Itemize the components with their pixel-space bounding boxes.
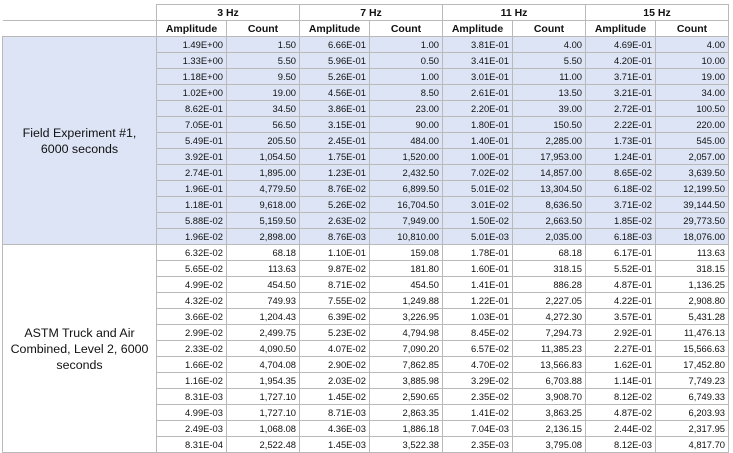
- count-cell: 454.50: [227, 277, 300, 293]
- count-cell: 1.00: [370, 69, 443, 85]
- count-cell: 2,908.80: [656, 293, 729, 309]
- amplitude-cell: 5.01E-03: [443, 229, 513, 245]
- amplitude-cell: 1.03E-01: [443, 309, 513, 325]
- amplitude-cell: 7.05E-01: [157, 117, 227, 133]
- amplitude-cell: 8.65E-02: [586, 165, 656, 181]
- group-label: ASTM Truck and Air Combined, Level 2, 6000 seconds: [3, 245, 157, 453]
- amplitude-cell: 1.40E-01: [443, 133, 513, 149]
- count-cell: 29,773.50: [656, 213, 729, 229]
- frequency-header-11hz: 11 Hz: [443, 5, 586, 21]
- amplitude-cell: 3.66E-02: [157, 309, 227, 325]
- amplitude-cell: 4.20E-01: [586, 53, 656, 69]
- amplitude-cell: 4.56E-01: [300, 85, 370, 101]
- count-cell: 4.00: [656, 37, 729, 53]
- amplitude-header: Amplitude: [443, 21, 513, 37]
- count-cell: 3,795.08: [513, 437, 586, 453]
- frequency-header-3hz: 3 Hz: [157, 5, 300, 21]
- count-cell: 181.80: [370, 261, 443, 277]
- amplitude-cell: 1.96E-02: [157, 229, 227, 245]
- amplitude-cell: 6.18E-03: [586, 229, 656, 245]
- amplitude-cell: 5.49E-01: [157, 133, 227, 149]
- amplitude-cell: 3.01E-02: [443, 197, 513, 213]
- amplitude-cell: 5.01E-02: [443, 181, 513, 197]
- count-cell: 113.63: [227, 261, 300, 277]
- count-cell: 205.50: [227, 133, 300, 149]
- count-cell: 749.93: [227, 293, 300, 309]
- count-cell: 113.63: [656, 245, 729, 261]
- amplitude-cell: 1.45E-03: [300, 437, 370, 453]
- amplitude-cell: 8.12E-03: [586, 437, 656, 453]
- count-cell: 5.50: [513, 53, 586, 69]
- count-cell: 14,857.00: [513, 165, 586, 181]
- amplitude-cell: 3.81E-01: [443, 37, 513, 53]
- amplitude-cell: 2.90E-02: [300, 357, 370, 373]
- count-cell: 2,136.15: [513, 421, 586, 437]
- count-cell: 2,057.00: [656, 149, 729, 165]
- amplitude-cell: 5.52E-01: [586, 261, 656, 277]
- table-body: [3, 37, 729, 453]
- count-cell: 6,899.50: [370, 181, 443, 197]
- count-cell: 2,863.35: [370, 405, 443, 421]
- amplitude-cell: 6.17E-01: [586, 245, 656, 261]
- count-cell: 16,704.50: [370, 197, 443, 213]
- count-cell: 10.00: [656, 53, 729, 69]
- data-table-container: [2, 4, 729, 453]
- frequency-header-15hz: 15 Hz: [586, 5, 729, 21]
- count-cell: 2,227.05: [513, 293, 586, 309]
- amplitude-cell: 6.32E-02: [157, 245, 227, 261]
- subheader-row: [3, 21, 729, 37]
- count-cell: 4,272.30: [513, 309, 586, 325]
- amplitude-cell: 2.61E-01: [443, 85, 513, 101]
- amplitude-cell: 4.99E-03: [157, 405, 227, 421]
- count-cell: 5,159.50: [227, 213, 300, 229]
- count-cell: 2,663.50: [513, 213, 586, 229]
- frequency-header-7hz: 7 Hz: [300, 5, 443, 21]
- amplitude-cell: 7.55E-02: [300, 293, 370, 309]
- count-cell: 5,431.28: [656, 309, 729, 325]
- amplitude-cell: 2.63E-02: [300, 213, 370, 229]
- count-cell: 3,908.70: [513, 389, 586, 405]
- count-cell: 13.50: [513, 85, 586, 101]
- amplitude-cell: 3.01E-01: [443, 69, 513, 85]
- count-cell: 4,779.50: [227, 181, 300, 197]
- amplitude-cell: 1.18E+00: [157, 69, 227, 85]
- amplitude-cell: 8.71E-02: [300, 277, 370, 293]
- count-header: Count: [513, 21, 586, 37]
- amplitude-cell: 8.76E-02: [300, 181, 370, 197]
- count-cell: 17,953.00: [513, 149, 586, 165]
- amplitude-cell: 2.27E-01: [586, 341, 656, 357]
- amplitude-cell: 4.07E-02: [300, 341, 370, 357]
- count-header: Count: [227, 21, 300, 37]
- amplitude-cell: 2.99E-02: [157, 325, 227, 341]
- amplitude-cell: 8.71E-03: [300, 405, 370, 421]
- table-row: [3, 37, 729, 53]
- amplitude-cell: 5.23E-02: [300, 325, 370, 341]
- frequency-header-row: [3, 5, 729, 21]
- amplitude-cell: 1.41E-02: [443, 405, 513, 421]
- amplitude-cell: 3.86E-01: [300, 101, 370, 117]
- count-cell: 1,954.35: [227, 373, 300, 389]
- count-cell: 9,618.00: [227, 197, 300, 213]
- amplitude-cell: 4.32E-02: [157, 293, 227, 309]
- amplitude-cell: 6.57E-02: [443, 341, 513, 357]
- amplitude-cell: 2.72E-01: [586, 101, 656, 117]
- amplitude-cell: 4.36E-03: [300, 421, 370, 437]
- amplitude-cell: 1.78E-01: [443, 245, 513, 261]
- amplitude-cell: 2.35E-02: [443, 389, 513, 405]
- count-cell: 318.15: [513, 261, 586, 277]
- count-cell: 2,522.48: [227, 437, 300, 453]
- amplitude-cell: 1.62E-01: [586, 357, 656, 373]
- amplitude-cell: 2.03E-02: [300, 373, 370, 389]
- amplitude-cell: 3.71E-02: [586, 197, 656, 213]
- amplitude-cell: 8.31E-04: [157, 437, 227, 453]
- count-cell: 3,639.50: [656, 165, 729, 181]
- vibration-amplitude-count-table: [2, 4, 729, 453]
- count-cell: 2,035.00: [513, 229, 586, 245]
- amplitude-cell: 6.39E-02: [300, 309, 370, 325]
- amplitude-cell: 5.26E-01: [300, 69, 370, 85]
- amplitude-cell: 1.50E-02: [443, 213, 513, 229]
- count-cell: 2,499.75: [227, 325, 300, 341]
- count-cell: 1,204.43: [227, 309, 300, 325]
- amplitude-cell: 9.87E-02: [300, 261, 370, 277]
- amplitude-header: Amplitude: [300, 21, 370, 37]
- amplitude-cell: 8.76E-03: [300, 229, 370, 245]
- amplitude-cell: 5.88E-02: [157, 213, 227, 229]
- amplitude-cell: 1.73E-01: [586, 133, 656, 149]
- count-cell: 1,895.00: [227, 165, 300, 181]
- count-cell: 3,863.25: [513, 405, 586, 421]
- count-cell: 34.50: [227, 101, 300, 117]
- count-cell: 7,090.20: [370, 341, 443, 357]
- amplitude-cell: 2.92E-01: [586, 325, 656, 341]
- amplitude-cell: 8.12E-02: [586, 389, 656, 405]
- count-cell: 2,590.65: [370, 389, 443, 405]
- amplitude-cell: 6.18E-02: [586, 181, 656, 197]
- count-cell: 484.00: [370, 133, 443, 149]
- count-cell: 17,452.80: [656, 357, 729, 373]
- amplitude-cell: 5.65E-02: [157, 261, 227, 277]
- count-cell: 4.00: [513, 37, 586, 53]
- count-cell: 23.00: [370, 101, 443, 117]
- count-cell: 886.28: [513, 277, 586, 293]
- table-row: [3, 245, 729, 261]
- count-cell: 0.50: [370, 53, 443, 69]
- count-cell: 90.00: [370, 117, 443, 133]
- count-cell: 6,749.33: [656, 389, 729, 405]
- count-cell: 1,727.10: [227, 405, 300, 421]
- count-cell: 2,432.50: [370, 165, 443, 181]
- count-cell: 150.50: [513, 117, 586, 133]
- amplitude-cell: 4.87E-01: [586, 277, 656, 293]
- count-cell: 19.00: [656, 69, 729, 85]
- amplitude-cell: 2.45E-01: [300, 133, 370, 149]
- corner-cell: [3, 5, 157, 21]
- count-cell: 4,090.50: [227, 341, 300, 357]
- amplitude-cell: 4.70E-02: [443, 357, 513, 373]
- count-cell: 1,249.88: [370, 293, 443, 309]
- count-cell: 3,885.98: [370, 373, 443, 389]
- count-cell: 39.00: [513, 101, 586, 117]
- count-cell: 100.50: [656, 101, 729, 117]
- count-cell: 9.50: [227, 69, 300, 85]
- count-cell: 1.00: [370, 37, 443, 53]
- count-cell: 7,862.85: [370, 357, 443, 373]
- amplitude-cell: 8.62E-01: [157, 101, 227, 117]
- count-header: Count: [656, 21, 729, 37]
- count-header: Count: [370, 21, 443, 37]
- amplitude-cell: 3.29E-02: [443, 373, 513, 389]
- count-cell: 220.00: [656, 117, 729, 133]
- amplitude-cell: 8.45E-02: [443, 325, 513, 341]
- amplitude-cell: 1.00E-01: [443, 149, 513, 165]
- amplitude-cell: 1.14E-01: [586, 373, 656, 389]
- amplitude-cell: 1.18E-01: [157, 197, 227, 213]
- count-cell: 11,476.13: [656, 325, 729, 341]
- amplitude-cell: 7.04E-03: [443, 421, 513, 437]
- amplitude-cell: 1.96E-01: [157, 181, 227, 197]
- count-cell: 11,385.23: [513, 341, 586, 357]
- amplitude-cell: 3.21E-01: [586, 85, 656, 101]
- count-cell: 454.50: [370, 277, 443, 293]
- count-cell: 13,304.50: [513, 181, 586, 197]
- amplitude-cell: 1.85E-02: [586, 213, 656, 229]
- count-cell: 8.50: [370, 85, 443, 101]
- amplitude-cell: 2.33E-02: [157, 341, 227, 357]
- count-cell: 6,203.93: [656, 405, 729, 421]
- count-cell: 2,898.00: [227, 229, 300, 245]
- amplitude-cell: 4.99E-02: [157, 277, 227, 293]
- amplitude-cell: 4.87E-02: [586, 405, 656, 421]
- count-cell: 10,810.00: [370, 229, 443, 245]
- amplitude-cell: 1.75E-01: [300, 149, 370, 165]
- amplitude-cell: 4.22E-01: [586, 293, 656, 309]
- count-cell: 12,199.50: [656, 181, 729, 197]
- amplitude-cell: 1.10E-01: [300, 245, 370, 261]
- count-cell: 3,522.38: [370, 437, 443, 453]
- count-cell: 34.00: [656, 85, 729, 101]
- count-cell: 159.08: [370, 245, 443, 261]
- count-cell: 4,817.70: [656, 437, 729, 453]
- amplitude-cell: 2.44E-02: [586, 421, 656, 437]
- amplitude-cell: 1.22E-01: [443, 293, 513, 309]
- amplitude-cell: 1.80E-01: [443, 117, 513, 133]
- count-cell: 1,068.08: [227, 421, 300, 437]
- amplitude-cell: 2.49E-03: [157, 421, 227, 437]
- amplitude-cell: 1.49E+00: [157, 37, 227, 53]
- count-cell: 68.18: [227, 245, 300, 261]
- amplitude-header: Amplitude: [157, 21, 227, 37]
- amplitude-cell: 3.92E-01: [157, 149, 227, 165]
- amplitude-cell: 6.66E-01: [300, 37, 370, 53]
- amplitude-cell: 5.96E-01: [300, 53, 370, 69]
- amplitude-cell: 3.41E-01: [443, 53, 513, 69]
- count-cell: 39,144.50: [656, 197, 729, 213]
- amplitude-cell: 8.31E-03: [157, 389, 227, 405]
- count-cell: 545.00: [656, 133, 729, 149]
- amplitude-cell: 4.69E-01: [586, 37, 656, 53]
- amplitude-header: Amplitude: [586, 21, 656, 37]
- count-cell: 19.00: [227, 85, 300, 101]
- amplitude-cell: 2.22E-01: [586, 117, 656, 133]
- count-cell: 3,226.95: [370, 309, 443, 325]
- count-cell: 68.18: [513, 245, 586, 261]
- count-cell: 1,886.18: [370, 421, 443, 437]
- count-cell: 18,076.00: [656, 229, 729, 245]
- amplitude-cell: 2.20E-01: [443, 101, 513, 117]
- amplitude-cell: 1.66E-02: [157, 357, 227, 373]
- count-cell: 7,749.23: [656, 373, 729, 389]
- count-cell: 15,566.63: [656, 341, 729, 357]
- amplitude-cell: 1.16E-02: [157, 373, 227, 389]
- amplitude-cell: 5.26E-02: [300, 197, 370, 213]
- count-cell: 4,704.08: [227, 357, 300, 373]
- count-cell: 13,566.83: [513, 357, 586, 373]
- count-cell: 1,520.00: [370, 149, 443, 165]
- count-cell: 7,949.00: [370, 213, 443, 229]
- group-label: Field Experiment #1, 6000 seconds: [3, 37, 157, 245]
- amplitude-cell: 2.35E-03: [443, 437, 513, 453]
- amplitude-cell: 3.15E-01: [300, 117, 370, 133]
- amplitude-cell: 1.41E-01: [443, 277, 513, 293]
- amplitude-cell: 1.33E+00: [157, 53, 227, 69]
- count-cell: 2,317.95: [656, 421, 729, 437]
- count-cell: 2,285.00: [513, 133, 586, 149]
- amplitude-cell: 1.02E+00: [157, 85, 227, 101]
- count-cell: 8,636.50: [513, 197, 586, 213]
- count-cell: 1,727.10: [227, 389, 300, 405]
- count-cell: 318.15: [656, 261, 729, 277]
- count-cell: 4,794.98: [370, 325, 443, 341]
- amplitude-cell: 3.71E-01: [586, 69, 656, 85]
- count-cell: 6,703.88: [513, 373, 586, 389]
- count-cell: 11.00: [513, 69, 586, 85]
- amplitude-cell: 1.24E-01: [586, 149, 656, 165]
- count-cell: 7,294.73: [513, 325, 586, 341]
- count-cell: 1,054.50: [227, 149, 300, 165]
- corner-cell: [3, 21, 157, 37]
- amplitude-cell: 1.60E-01: [443, 261, 513, 277]
- amplitude-cell: 3.57E-01: [586, 309, 656, 325]
- count-cell: 1.50: [227, 37, 300, 53]
- count-cell: 1,136.25: [656, 277, 729, 293]
- amplitude-cell: 2.74E-01: [157, 165, 227, 181]
- amplitude-cell: 7.02E-02: [443, 165, 513, 181]
- amplitude-cell: 1.23E-01: [300, 165, 370, 181]
- count-cell: 5.50: [227, 53, 300, 69]
- amplitude-cell: 1.45E-02: [300, 389, 370, 405]
- count-cell: 56.50: [227, 117, 300, 133]
